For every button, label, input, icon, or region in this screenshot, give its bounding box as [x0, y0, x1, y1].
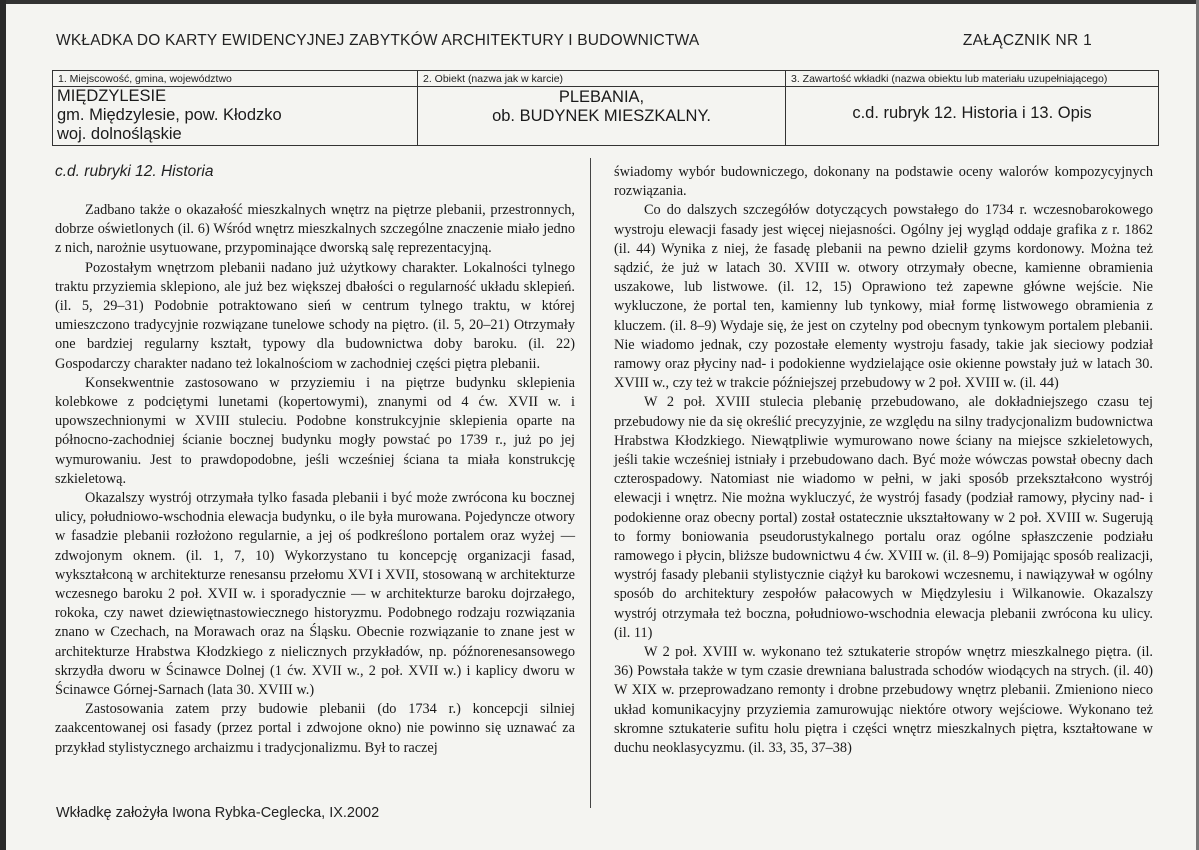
header-fields-table [52, 70, 1159, 146]
place-town: MIĘDZYLESIE [57, 87, 167, 105]
object-field [417, 71, 785, 145]
object-name: PLEBANIA, [558, 88, 645, 106]
section-heading: c.d. rubryki 12. Historia [55, 163, 214, 180]
place-commune: gm. Międzylesie, pow. Kłodzko [57, 106, 282, 124]
paragraph-continuation: świadomy wybór budowniczego, dokonany na podstawie oceny walorów kompozycyjnych rozwiązania. [614, 164, 1153, 200]
paragraph: W 2 poł. XVIII w. wykonano też sztukaterie stropów wnętrz mieszkalnego piętra. (il. 36) Powstała także w tym czasie drewniana balustrada schodów wiodących na strych. (il. 40) W XIX w. przeprowadzano remonty i drobne przebudowy wnętrz plebanii. Zmieniono nieco układ komunikacyjny przyziemia zamurowując niektóre otwory wejściowe. Wykonano też skromne sztukaterie sufitu holu piętra i części wnętrz mieszkalnych piętra, kształtowane w duchu neoklasycyzmu. (il. 33, 35, 37–38) [614, 644, 1153, 757]
contents-value: c.d. rubryk 12. Historia i 13. Opis [852, 104, 1092, 122]
place-voivodeship: woj. dolnośląskie [57, 125, 182, 143]
author-footer: Wkładkę założyła Iwona Rybka-Ceglecka, IX.2002 [56, 805, 380, 821]
annex-number: ZAŁĄCZNIK NR 1 [962, 32, 1092, 49]
paragraph: W 2 poł. XVIII stulecia plebanię przebudowano, ale dokładniejszego czasu tej przebudowy nie da się określić precyzyjnie, ze względu na silny tradycjonalizm budownictwa Hrabstwa Kłodzkiego. Niewątpliwie wymurowano nowe ściany na miejsce szkieletowych, jeśli takie wcześniej istniały i przebudowano dach. Być może wówczas powstał obecny dach czterospadowy. Natomiast nie wiadomo w pełni, w jaki sposób przekształcono wystrój elewacji i wnętrz. Nie można wykluczyć, że wystrój fasady (podział ramowy, płyciny nad- i podokienne oraz obecny portal) został ostatecznie ukształtowany w 2 poł. XVIII w. Sugerują to formy boniowania pseudorustykalnego portalu oraz ogólne spłaszczenie podziału ramowego i płycin, bliższe budownictwu 4 ćw. XVIII w. (il. 8–9) Pomijając sposób realizacji, wystrój fasady plebanii stylistycznie ciążył ku barokowi wczesnemu, i nawiązywał w ogólny sposób do architektury zespołów pałacowych w Międzylesiu i Wilkanowie. Okazalszy wystrój otrzymała też boczna, południowo-wschodnia elewacja plebanii zwrócona ku ulicy. (il. 11) [614, 394, 1153, 641]
paragraph: Pozostałym wnętrzom plebanii nadano już użytkowy charakter. Lokalności tylnego traktu przyziemia sklepiono, ale już bez większej dbałości o regularność układu sklepień. (il. 5, 29–31) Podobnie potraktowano sień w centrum tylnego traktu, w której umieszczono tradycyjnie rozwiązane tunelowe schody na piętro. (il. 5, 20–21) Otrzymały one bardziej regularny kształt, typowy dla budownictwa doby baroku. (il. 22) Gospodarczy charakter nadano też lokalnościom w zachodniej części piętra plebanii. [55, 259, 575, 372]
paragraph: Zadbano także o okazałość mieszkalnych wnętrz na piętrze plebanii, przestronnych, dobrze oświetlonych (il. 6) Wśród wnętrz mieszkalnych szczególne znaczenie miało jedno z nich, narożnie usytuowane, przypominające dworską salę reprezentacyjną. [55, 202, 575, 257]
right-column [614, 163, 1153, 758]
contents-field [785, 71, 1158, 145]
object-current-use: ob. BUDYNEK MIESZKALNY. [492, 107, 711, 125]
paragraph: Co do dalszych szczegółów dotyczących powstałego do 1734 r. wczesnobarokowego wystroju elewacji fasady jest więcej niejasności. Ogólny jej wygląd oddaje grafika z r. 1862 (il. 44) Wynika z niej, że fasadę plebanii na pewno dzielił gzyms kordonowy. Można też sądzić, że już w latach 30. XVIII w. otwory otrzymały obecne, kamienne obramienia uszakowe, lub listwowe. (il. 12, 15) Oprawiono też zapewne główne wejście. Nie wykluczone, że portal ten, kamienny lub tynkowy, miał formę listwowego obramienia z kluczem. (il. 8–9) Wydaje się, że jest on czytelny pod obecnym tynkowym portalem plebanii. Nie wiadomo jednak, czy pozostałe elementy wystroju fasady, takie jak sieciowy podział ramowy oraz płyciny nad- i podokienne wydzielające osie okienne powstały już w latach 30. XVIII w., czy też w trakcie późniejszej przebudowy w 2 poł. XVIII w. (il. 44) [614, 202, 1153, 392]
place-field-label: 1. Miejscowość, gmina, województwo [53, 71, 417, 87]
contents-field-label: 3. Zawartość wkładki (nazwa obiektu lub materiału uzupełniającego) [786, 71, 1158, 87]
place-field [53, 71, 417, 145]
paragraph: Zastosowania zatem przy budowie plebanii (do 1734 r.) koncepcji silniej zaakcentowanej osi fasady (przez portal i zdwojone okno) nie powinno się uznawać za przykład stylistycznego archaizmu i tradycjonalizmu. Był to raczej [55, 701, 575, 756]
paragraph: Konsekwentnie zastosowano w przyziemiu i na piętrze budynku sklepienia kolebkowe z podciętymi lunetami (kopertowymi), znanymi od 4 ćw. XVII w. i upowszechnionymi w XVIII stuleciu. Podobne konstrukcyjnie sklepienia oparte na północno-zachodniej ścianie bocznej budynku mogły powstać po 1739 r., już po jej wymurowaniu. Jest to prawdopodobne, jeśli wcześniej ściana ta miała konstrukcję szkieletową. [55, 374, 575, 487]
document-title: WKŁADKA DO KARTY EWIDENCYJNEJ ZABYTKÓW ARCHITEKTURY I BUDOWNICTWA [56, 32, 700, 49]
object-field-label: 2. Obiekt (nazwa jak w karcie) [418, 71, 785, 87]
column-divider [590, 158, 591, 808]
scan-edge-top [6, 0, 1199, 4]
scan-edge-left [0, 0, 6, 850]
left-column [55, 201, 575, 758]
paragraph: Okazalszy wystrój otrzymała tylko fasada plebanii i być może zwrócona ku bocznej ulicy, południowo-wschodnia elewacja budynku, o ile była murowana. Pojedyncze otwory w fasadzie plebanii rozłożono regularnie, a jej oś podkreślono portalem oraz wyżej — zdwojonym oknem. (il. 1, 7, 10) Wykorzystano tu koncepcję organizacji fasad, wykształconą w architekturze renesansu przełomu XVI i XVII, stosowaną w architekturze wczesnego baroku 2 poł. XVII w. i sporadycznie — w architekturze baroku dojrzałego, rokoka, czy nawet dziewiętnastowiecznego historyzmu. Podobnego rodzaju rozwiązania znano w Czechach, na Morawach oraz na Śląsku. Obecnie rozwiązanie to znane jest w architekturze Hrabstwa Kłodzkiego z nielicznych przykładów, np. późnorenesansowego skrzydła dworu w Ścinawce Dolnej (1 ćw. XVII w., 2 poł. XVII w.) i kaplicy dworu w Ścinawce Górnej-Sarnach (lata 30. XVIII w.) [55, 490, 575, 699]
